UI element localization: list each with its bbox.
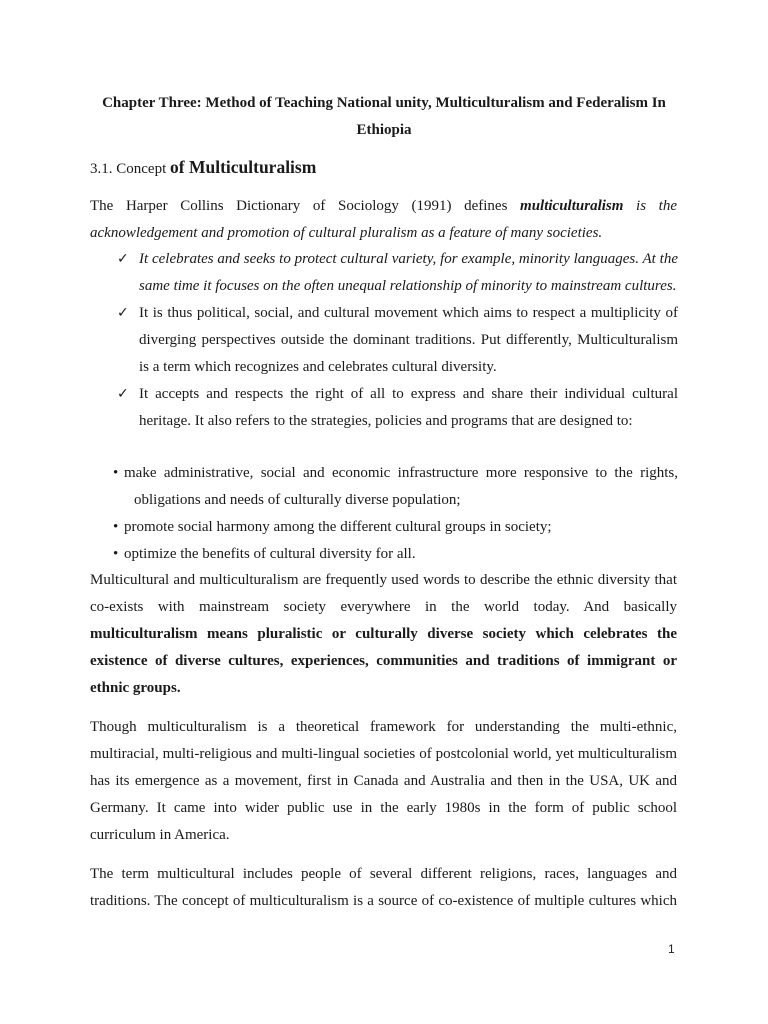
bullet-icon: • [113,519,119,535]
bullet-item [90,541,678,568]
check-item-text: It is thus political, social, and cultural movement which aims to respect a multiplicity of diverging perspectives outside the dominant traditions. Put differently, Multiculturalism is a term which recognizes and celebrates cultural diversity. [139,305,678,375]
check-item [90,300,678,381]
intro-definition: is the acknowledgement and promotion of cultural pluralism as a feature of many societies. [90,198,677,241]
intro-lead: The Harper Collins Dictionary of Sociology (1991) defines [90,198,521,214]
checkmark-icon: ✓ [117,305,129,321]
intro-paragraph [90,193,677,247]
bullet-icon: • [113,546,119,562]
chapter-title: Chapter Three: Method of Teaching National unity, Multiculturalism and Federalism In Ethiopia [102,95,666,138]
bullet-item-text: promote social harmony among the different cultural groups in society; [124,519,552,535]
bullet-item [90,514,678,541]
checkmark-icon: ✓ [117,386,129,402]
diversity-bold-text: multiculturalism means pluralistic or culturally diverse society which celebrates the existence of diverse cultures, experiences, communities and traditions of immigrant or ethnic groups. [90,626,677,696]
bullet-item-text: optimize the benefits of cultural diversity for all. [124,546,416,562]
framework-paragraph: Though multiculturalism is a theoretical framework for understanding the multi-ethnic, multiracial, multi-religious and multi-lingual societies of postcolonial world, yet multiculturalism has its emergence as a movement, first in Canada and Australia and then in the USA, UK and Germany. It came into wider public use in the early 1980s in the form of public school curriculum in America. [90,719,677,843]
term-paragraph: The term multicultural includes people of several different religions, races, languages and traditions. The concept of multiculturalism is a source of co-existence of multiple cultures which [90,866,677,909]
check-item-text: It celebrates and seeks to protect cultural variety, for example, minority languages. At the same time it focuses on the often unequal relationship of minority to mainstream cultures. [139,251,678,294]
check-item [90,246,678,300]
check-list [90,246,678,435]
bullet-list [90,460,678,568]
bullet-item-text: make administrative, social and economic infrastructure more responsive to the rights, obligations and needs of culturally diverse population; [124,465,678,508]
check-item-text: It accepts and respects the right of all to express and share their individual cultural heritage. It also refers to the strategies, policies and programs that are designed to: [139,386,678,429]
section-heading [90,154,316,183]
intro-term: multiculturalism [520,198,624,214]
section-number: 3.1. Concept [90,161,167,177]
bullet-item [90,460,678,514]
diversity-paragraph [90,567,677,702]
checkmark-icon: ✓ [117,251,129,267]
bullet-icon: • [113,465,119,481]
section-title: of Multiculturalism [170,157,317,177]
check-item [90,381,678,435]
diversity-text: Multicultural and multiculturalism are frequently used words to describe the ethnic diversity that co-exists with mainstream society everywhere in the world today. And basically [90,572,677,615]
page-number: 1 [668,942,675,956]
